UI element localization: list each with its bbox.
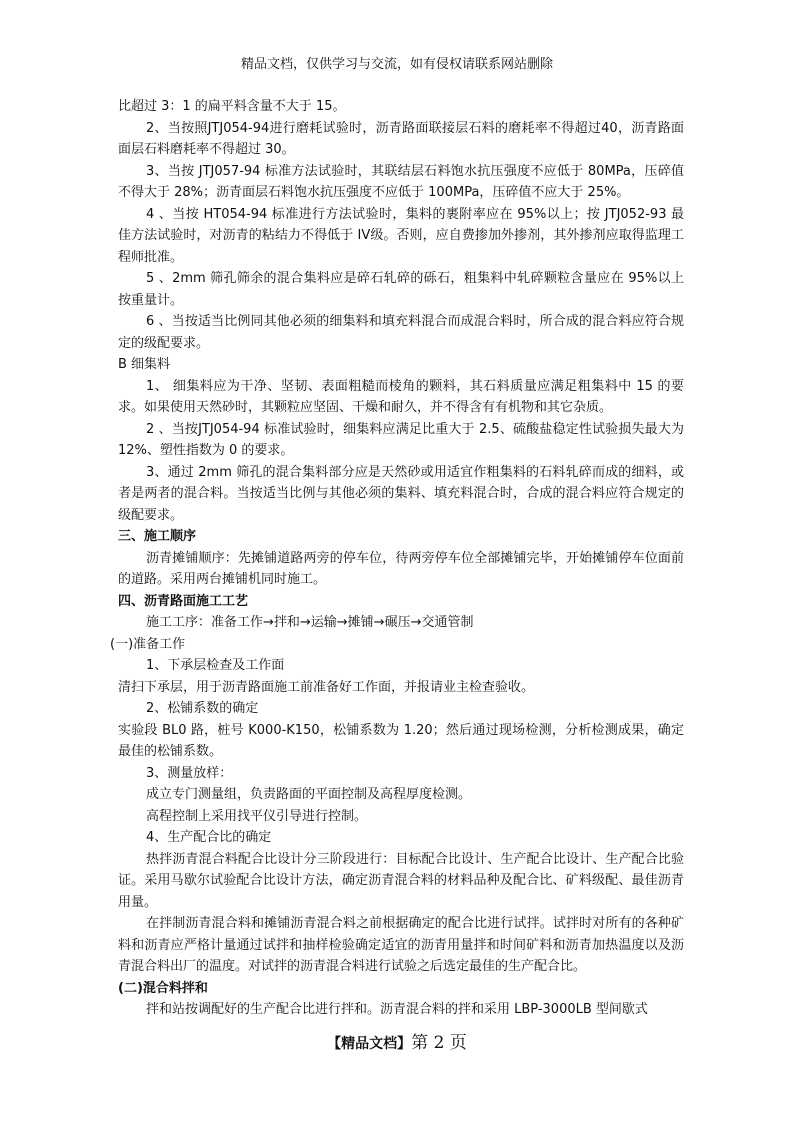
page-header: 精品文档，仅供学习与交流，如有侵权请联系网站删除 [240,57,553,72]
paragraph: 拌和站按调配好的生产配合比进行拌和。沥青混合料的拌和采用 LBP-3000LB 型间歇式 [146,1002,648,1017]
subheading: 3、测量放样： [146,765,233,781]
section-heading: 三、施工顺序 [118,529,197,544]
paragraph: 热拌沥青混合料配合比设计分三阶段进行：目标配合比设计、生产配合比设计、生产配合比验证。采用马歇尔试验配合比设计方法，确定沥青混合料的材料品种及配合比、矿料级配、最佳沥青用量。 [118,851,684,910]
subheading: (一)准备工作 [110,636,186,652]
section-heading: (二)混合料拌和 [118,980,208,996]
paragraph: 3、通过 2mm 筛孔的混合集料部分应是天然砂或用适宜作粗集料的石料轧碎而成的细料，或者是两者的混合料。当按适当比例与其他必须的集料、填充料混合时，合成的混合料应符合规定的级配要求。 [118,464,684,523]
paragraph: 成立专门测量组，负责路面的平面控制及高程厚度检测。 [146,787,472,802]
paragraph: 清扫下承层，用于沥青路面施工前准备好工作面，并报请业主检查验收。 [118,679,535,695]
paragraph: 2、当按照JTJ054-94进行磨耗试验时，沥青路面联接层石料的磨耗率不得超过40，沥青路面面层石料磨耗率不得超过 30。 [118,120,684,157]
footer-tag: 【精品文档】 [327,1036,412,1052]
page-prefix: 第 [411,1033,429,1053]
paragraph: 6 、当按适当比例同其他必须的细集料和填充料混合而成混合料时，所合成的混合料应符合规定的级配要求。 [118,314,684,351]
subheading: 4、生产配合比的确定 [146,830,272,845]
section-heading: 四、沥青路面施工工艺 [118,593,249,609]
document-body [110,96,684,1021]
page-footer [0,1032,794,1055]
paragraph: 在拌制沥青混合料和摊铺沥青混合料之前根据确定的配合比进行试拌。试拌时对所有的各种矿料和沥青应严格计量通过试拌和抽样检验确定适宜的沥青用量拌和时间矿料和沥青加热温度以及沥青混合料出厂的温度。对试拌的沥青混合料进行试验之后选定最佳的生产配合比。 [118,916,684,974]
paragraph: 高程控制上采用找平仪引导进行控制。 [146,808,368,824]
paragraph: 施工工序：准备工作→拌和→运输→摊铺→碾压→交通管制 [146,615,474,630]
paragraph: 比超过 3：1 的扁平料含量不大于 15。 [118,99,346,114]
paragraph: 3、当按 JTJ057-94 标准方法试验时，其联结层石料饱水抗压强度不应低于 80MPa，压碎值不得大于 28%；沥青面层石料饱水抗压强度不应低于 100MPa，压碎值不应大于 25%。 [118,163,684,200]
paragraph: 沥青摊铺顺序：先摊铺道路两旁的停车位，待两旁停车位全部摊铺完毕，开始摊铺停车位面前的道路。采用两台摊铺机同时施工。 [118,550,684,587]
subheading: 2、松铺系数的确定 [146,701,259,716]
paragraph: 4 、当按 HT054-94 标准进行方法试验时，集料的裹附率应在 95%以上；按 JTJ052-93 最佳方法试验时，对沥青的粘结力不得低于 IV级。否则，应自费掺加外掺剂，其外掺剂应取得监理工程师批准。 [118,206,684,265]
page-suffix: 页 [449,1033,467,1053]
subheading: B 细集料 [118,357,171,372]
page-number: 2 [433,1033,445,1053]
paragraph: 5 、2mm 筛孔筛余的混合集料应是碎石轧碎的砾石，粗集料中轧碎颗粒含量应在 95%以上按重量计。 [118,271,684,308]
paragraph: 2 、当按JTJ054-94 标准试验时，细集料应满足比重大于 2.5、硫酸盐稳定性试验损失最大为 12%、塑性指数为 0 的要求。 [118,421,684,458]
subheading: 1、下承层检查及工作面 [146,658,285,673]
paragraph: 实验段 BL0 路，桩号 K000-K150，松铺系数为 1.20；然后通过现场检测，分析检测成果，确定最佳的松铺系数。 [118,722,684,759]
paragraph: 1、 细集料应为干净、坚韧、表面粗糙而棱角的颗料，其石料质量应满足粗集料中 15 的要求。如果使用天然砂时，其颗粒应坚固、干燥和耐久，并不得含有有机物和其它杂质。 [118,378,684,415]
